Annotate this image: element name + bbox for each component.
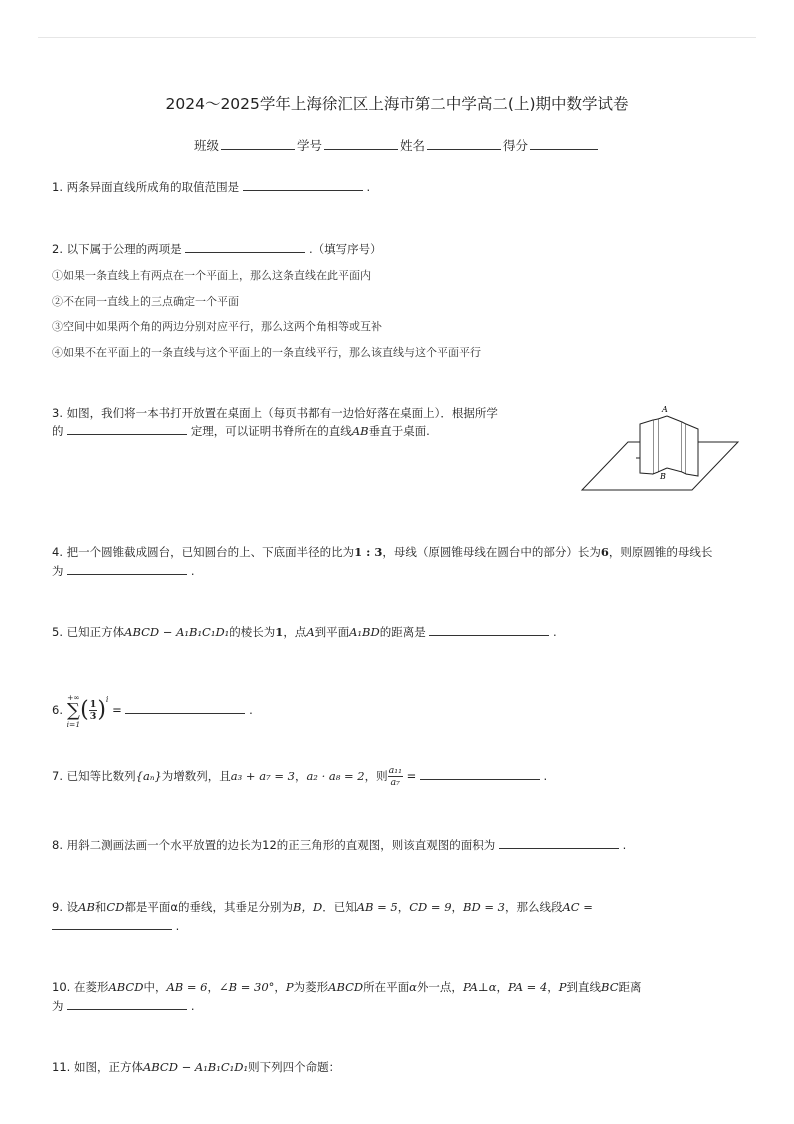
q8-tail: . <box>622 838 627 852</box>
q5-plane: A₁BD <box>349 625 380 639</box>
class-blank[interactable] <box>221 137 295 150</box>
q10-alpha: α <box>409 980 417 994</box>
q5-edge: 1 <box>275 625 284 639</box>
q11-post: 则下列四个命题： <box>248 1060 341 1074</box>
q2-option-4: ④如果不在平面上的一条直线与这个平面上的一条直线平行，那么该直线与这个平面平行 <box>52 346 481 359</box>
q10-mid6: 距离 <box>618 980 642 994</box>
q10-answer-blank[interactable] <box>67 997 187 1010</box>
q6-sigma: ∑ <box>66 699 80 721</box>
q6-number: 6. <box>52 703 63 717</box>
q7-mid2: ，则 <box>364 769 388 783</box>
q6-paren-left: ( <box>80 697 89 723</box>
top-divider <box>38 37 756 38</box>
q5-mid1: 的棱长为 <box>229 625 276 639</box>
class-label: 班级 <box>193 138 219 153</box>
q7-cond-2: a₂ · a₈ = 2 <box>306 769 365 783</box>
q4-mid: ，母线（原圆锥母线在圆台中的部分）长为 <box>382 545 601 559</box>
q7-mid1: 为增数列，且 <box>161 769 231 783</box>
q7-sequence: {aₙ} <box>135 769 162 783</box>
q9-cond-3: BD = 3 <box>463 900 505 914</box>
q10-cond-1: AB = 6 <box>166 980 208 994</box>
q11-pre: 11. 如图，正方体 <box>52 1060 143 1074</box>
page-title: 2024～2025学年上海徐汇区上海市第二中学高二(上)期中数学试卷 <box>165 95 629 113</box>
question-1 <box>52 178 370 196</box>
q6-frac-den: 3 <box>89 711 97 722</box>
name-label: 姓名 <box>400 138 426 153</box>
q9-cond-1: AB = 5 <box>356 900 398 914</box>
question-3-line-1: 3. 如图，我们将一本书打开放置在桌面上（每页书都有一边恰好落在桌面上）．根据所学 <box>52 406 498 420</box>
figure-label-b: B <box>660 472 666 481</box>
id-label: 学号 <box>296 138 322 153</box>
question-4-line-1 <box>52 543 712 561</box>
q3-answer-blank[interactable] <box>67 422 187 435</box>
q4-tail: . <box>190 564 195 578</box>
q2-tail: .（填写序号） <box>308 242 382 256</box>
q7-cond-1: a₃ + a₇ = 3 <box>230 769 295 783</box>
q10-comma-4: ， <box>547 980 559 994</box>
q10-cond-4: PA = 4 <box>508 980 548 994</box>
q11-cube: ABCD − A₁B₁C₁D₁ <box>142 1060 249 1074</box>
q10-cond-3: PA⊥α <box>462 980 497 994</box>
q10-mid4: 外一点， <box>416 980 463 994</box>
q10-p2: P <box>558 980 567 994</box>
q6-frac-num: 1 <box>89 699 97 710</box>
q6-sum-lower: i=1 <box>66 719 81 729</box>
q6-sum-upper: +∞ <box>67 692 80 702</box>
q1-text: 1. 两条异面直线所成角的取值范围是 <box>52 180 240 194</box>
q9-comma-2: ， <box>451 900 464 914</box>
q3-line-ab: AB <box>351 424 369 438</box>
q10-line2-pre: 为 <box>52 999 64 1013</box>
q10-bc: BC <box>601 980 619 994</box>
q10-rhombus-2: ABCD <box>328 980 364 994</box>
q5-mid3: 到平面 <box>314 625 350 639</box>
q6-exponent: i <box>105 695 109 704</box>
q10-comma-2: ， <box>274 980 286 994</box>
q4-post: ，则原圆锥的母线长 <box>608 545 713 559</box>
q7-pre: 7. 已知等比数列 <box>52 769 136 783</box>
q9-ab: AB <box>78 900 95 914</box>
q10-pre: 10. 在菱形 <box>52 980 109 994</box>
q4-answer-blank[interactable] <box>67 562 187 575</box>
question-7 <box>52 762 547 790</box>
question-4-line-2 <box>52 562 194 580</box>
q10-mid2: 为菱形 <box>293 980 329 994</box>
question-2 <box>52 240 382 258</box>
q3-post: 垂直于桌面. <box>368 424 430 438</box>
question-5 <box>52 623 557 641</box>
q7-tail: . <box>543 769 548 783</box>
question-8 <box>52 836 626 854</box>
q4-ratio: 1 : 3 <box>354 545 383 559</box>
open-book-figure <box>578 402 742 500</box>
q8-answer-blank[interactable] <box>499 836 619 849</box>
score-label: 得分 <box>503 138 529 153</box>
q10-mid5: 到直线 <box>566 980 602 994</box>
q5-point: A <box>306 625 315 639</box>
question-11 <box>52 1058 340 1076</box>
question-3-line-2 <box>52 422 430 440</box>
q5-mid4: 的距离是 <box>379 625 426 639</box>
q7-frac-den: a₇ <box>390 777 400 788</box>
q2-answer-blank[interactable] <box>185 240 305 253</box>
q8-text: 8. 用斜二测画法画一个水平放置的边长为12的正三角形的直观图，则该直观图的面积为 <box>52 838 496 852</box>
q4-pre: 4. 把一个圆锥截成圆台，已知圆台的上、下底面半径的比为 <box>52 545 355 559</box>
question-10-line-2 <box>52 997 194 1015</box>
q9-ac: AC = <box>562 900 593 914</box>
q9-tail: . <box>175 919 180 933</box>
q7-answer-blank[interactable] <box>420 767 540 780</box>
q2-option-2: ②不在同一直线上的三点确定一个平面 <box>52 295 239 308</box>
q1-tail: . <box>366 180 371 194</box>
question-9-line-1 <box>52 898 593 916</box>
q6-summation <box>67 693 80 729</box>
q10-comma-3: ， <box>496 980 509 994</box>
q2-option-1: ①如果一条直线上有两点在一个平面上，那么这条直线在此平面内 <box>52 269 371 282</box>
q5-answer-blank[interactable] <box>429 623 549 636</box>
q10-mid1: 中， <box>143 980 167 994</box>
q5-pre: 5. 已知正方体 <box>52 625 125 639</box>
q6-paren-right: ) <box>97 697 106 723</box>
q4-line2-pre: 为 <box>52 564 64 578</box>
q3-mid: 定理，可以证明书脊所在的直线 <box>190 424 352 438</box>
q6-equals: = <box>112 703 122 717</box>
q2-option-3: ③空间中如果两个角的两边分别对应平行，那么这两个角相等或互补 <box>52 320 382 333</box>
book-on-desk-diagram <box>578 402 742 496</box>
q9-cd: CD <box>106 900 125 914</box>
q7-fraction <box>388 765 403 788</box>
q9-answer-blank[interactable] <box>52 917 172 930</box>
q9-and: 和 <box>94 900 107 914</box>
q5-mid2: ，点 <box>283 625 307 639</box>
question-9-line-2 <box>52 917 179 935</box>
figure-label-a: A <box>662 405 668 414</box>
q3-pre: 的 <box>52 424 64 438</box>
name-blank[interactable] <box>427 137 501 150</box>
q7-equals: = <box>406 769 417 783</box>
q9-mid1: 都是平面α的垂线，其垂足分别为 <box>124 900 294 914</box>
q10-rhombus: ABCD <box>108 980 144 994</box>
q6-tail: . <box>249 703 253 717</box>
q9-feet: B，D <box>293 900 323 914</box>
question-6 <box>52 683 253 729</box>
id-blank[interactable] <box>324 137 398 150</box>
q10-tail: . <box>190 999 195 1013</box>
q9-pre: 9. 设 <box>52 900 79 914</box>
q10-cond-2: ∠B = 30° <box>218 980 275 994</box>
student-info-line <box>0 136 794 154</box>
q10-p1: P <box>285 980 294 994</box>
q10-mid3: 所在平面 <box>363 980 410 994</box>
q7-sep: ， <box>294 769 307 783</box>
q10-comma-1: ， <box>207 980 219 994</box>
q7-frac-num: a₁₁ <box>388 765 402 776</box>
q5-tail: . <box>553 625 557 639</box>
q4-length: 6 <box>600 545 609 559</box>
q2-text: 2. 以下属于公理的两项是 <box>52 242 182 256</box>
q1-answer-blank[interactable] <box>243 178 363 191</box>
score-blank[interactable] <box>530 137 598 150</box>
q5-cube: ABCD − A₁B₁C₁D₁ <box>124 625 230 639</box>
q9-mid2: ．已知 <box>322 900 357 914</box>
q9-mid3: ，那么线段 <box>504 900 563 914</box>
q6-answer-blank[interactable] <box>125 701 245 714</box>
q9-comma-1: ， <box>397 900 410 914</box>
q9-cond-2: CD = 9 <box>409 900 452 914</box>
question-10-line-1 <box>52 978 642 996</box>
